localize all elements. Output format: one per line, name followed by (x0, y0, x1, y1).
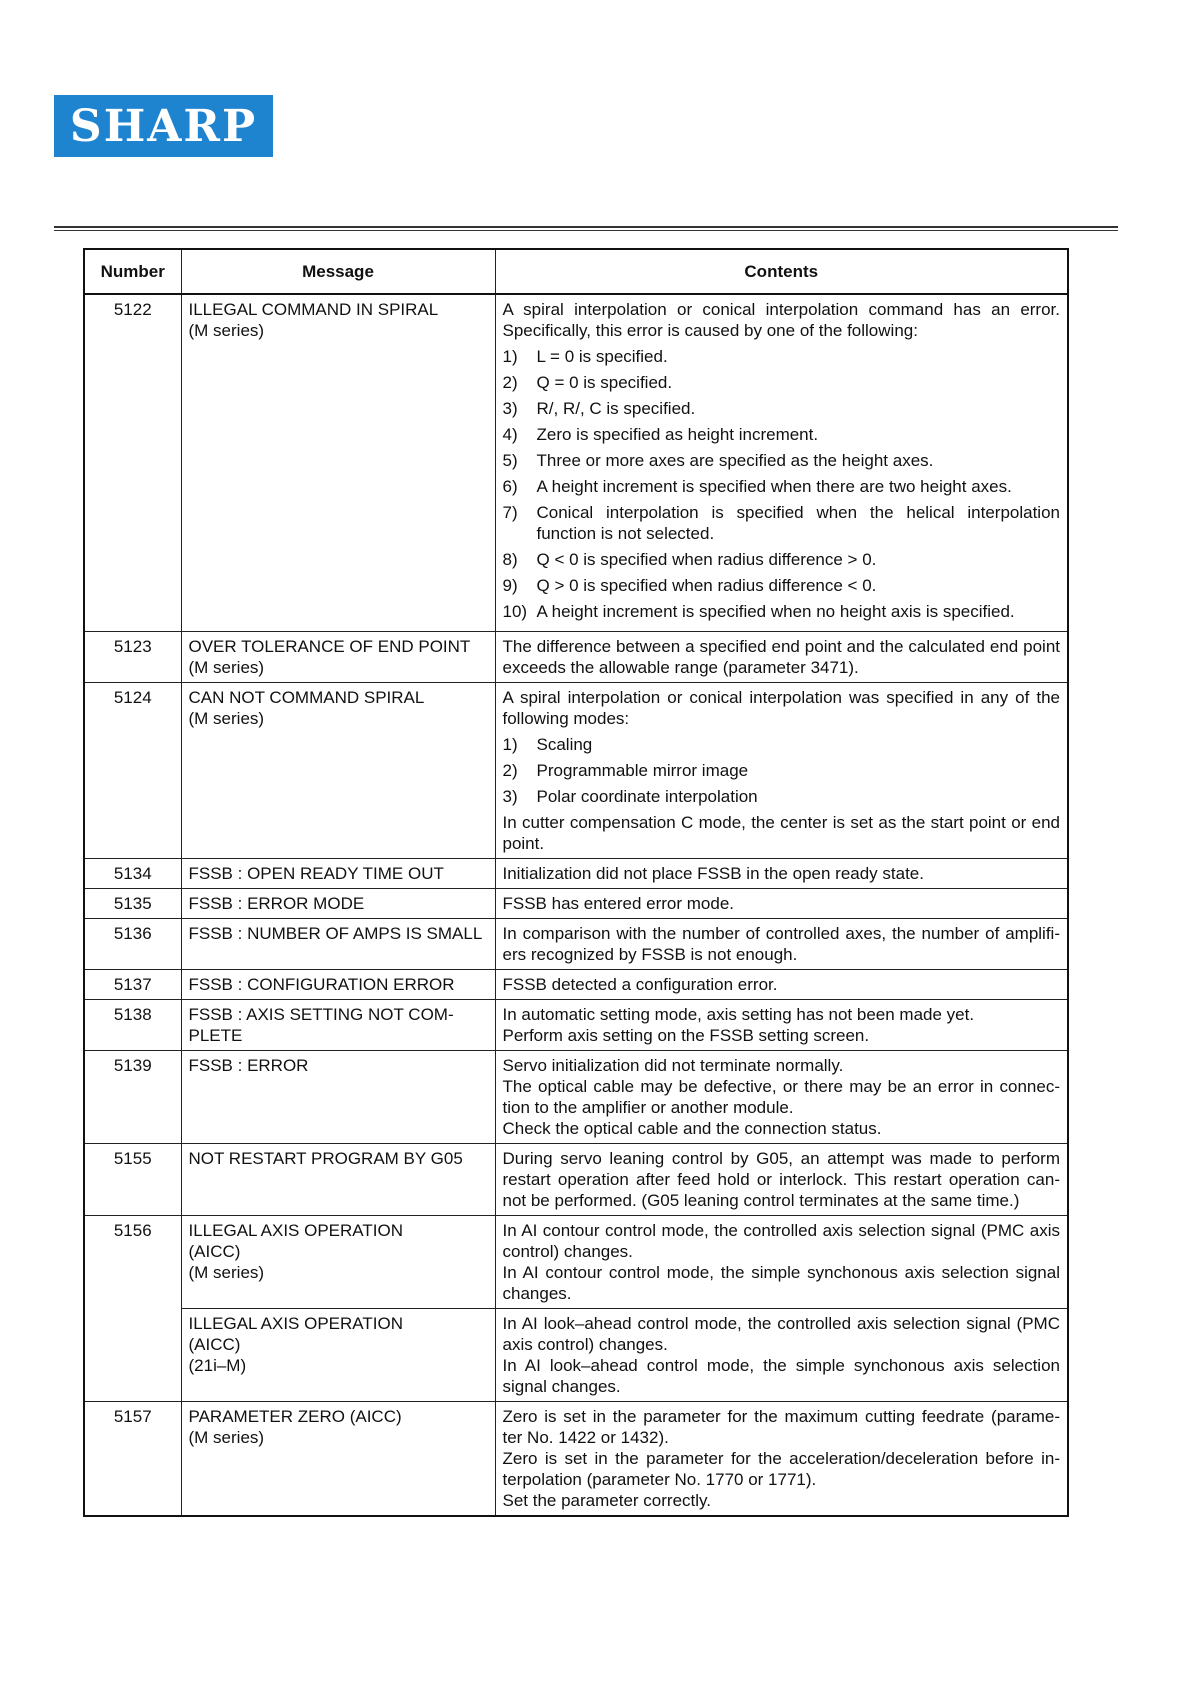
alarm-contents (495, 1402, 1068, 1517)
list-item-text: Three or more axes are specified as the height axes. (536, 451, 934, 470)
alarm-number: 5124 (84, 683, 181, 859)
alarm-message (181, 1402, 495, 1517)
alarm-message (181, 1216, 495, 1309)
table-row (84, 859, 1068, 889)
alarm-number: 5122 (84, 294, 181, 632)
list-item-number: 4) (502, 425, 518, 444)
alarm-number: 5135 (84, 889, 181, 919)
list-item-text: Q = 0 is specified. (536, 373, 673, 392)
list-item (503, 760, 1061, 781)
list-item (503, 786, 1061, 807)
alarm-contents (495, 1309, 1068, 1402)
message-line: (AICC) (188, 1335, 241, 1354)
message-line: (21i–M) (188, 1356, 247, 1375)
list-item-number: 3) (502, 787, 518, 806)
contents-paragraph: Initialization did not place FSSB in the open ready state. (502, 864, 924, 883)
table-row (84, 1144, 1068, 1216)
contents-paragraph: The optical cable may be defective, or there may be an error in connec- tion to the amplifier or another module. (502, 1077, 1060, 1117)
header-number: Number (84, 249, 181, 294)
alarm-message (181, 294, 495, 632)
message-line: NOT RESTART PROGRAM BY G05 (188, 1149, 463, 1168)
message-line: (M series) (188, 321, 265, 340)
list-item-number: 1) (502, 347, 518, 366)
list-item (503, 424, 1061, 445)
contents-paragraph: FSSB detected a configuration error. (502, 975, 778, 994)
header-rule-thin (54, 230, 1118, 231)
message-line: FSSB : NUMBER OF AMPS IS SMALL (188, 924, 483, 943)
list-item-text: R/, R/, C is specified. (536, 399, 696, 418)
contents-paragraph: Set the parameter correctly. (502, 1491, 711, 1510)
message-line: PLETE (188, 1026, 243, 1045)
list-item (503, 450, 1061, 471)
table-row (84, 1402, 1068, 1517)
alarm-number: 5157 (84, 1402, 181, 1517)
alarm-message (181, 970, 495, 1000)
list-item-text: Q < 0 is specified when radius difference > 0. (536, 550, 877, 569)
contents-paragraph: Check the optical cable and the connection status. (502, 1119, 882, 1138)
table-row (84, 970, 1068, 1000)
alarm-message (181, 683, 495, 859)
cause-list (503, 346, 1061, 622)
list-item-text: Conical interpolation is specified when the helical interpolation function is not selected. (536, 503, 1060, 543)
contents-paragraph: In AI contour control mode, the controlled axis selection signal (PMC axis control) changes. (502, 1221, 1060, 1261)
contents-note: In cutter compensation C mode, the center is set as the start point or end point. (502, 813, 1060, 853)
contents-paragraph: In AI look–ahead control mode, the simple synchonous axis selection signal changes. (502, 1356, 1060, 1396)
contents-paragraph: In AI look–ahead control mode, the controlled axis selection signal (PMC axis control) changes. (502, 1314, 1060, 1354)
header-rule (54, 226, 1118, 228)
alarm-number: 5139 (84, 1051, 181, 1144)
contents-paragraph: In comparison with the number of controlled axes, the number of amplifi- ers recognized by FSSB is not enough. (502, 924, 1060, 964)
table-header-row (84, 249, 1068, 294)
contents-paragraph: Zero is set in the parameter for the maximum cutting feedrate (parame- ter No. 1422 or 1432). (502, 1407, 1060, 1447)
contents-intro: A spiral interpolation or conical interpolation command has an error. Specifically, this error is caused by one of the following: (502, 300, 1060, 340)
header-contents: Contents (495, 249, 1068, 294)
message-line: FSSB : ERROR MODE (188, 894, 365, 913)
list-item-number: 3) (502, 399, 518, 418)
message-line: PARAMETER ZERO (AICC) (188, 1407, 402, 1426)
table-row (84, 1309, 1068, 1402)
alarm-message (181, 919, 495, 970)
message-line: (AICC) (188, 1242, 241, 1261)
list-item-text: Scaling (536, 735, 593, 754)
alarm-number: 5156 (84, 1216, 181, 1402)
list-item-number: 2) (502, 373, 518, 392)
list-item-number: 10) (502, 602, 528, 621)
alarm-contents (495, 1216, 1068, 1309)
alarm-contents (495, 683, 1068, 859)
alarm-message (181, 1051, 495, 1144)
alarm-message (181, 632, 495, 683)
alarm-table (83, 248, 1069, 1517)
alarm-message (181, 1144, 495, 1216)
contents-paragraph: Zero is set in the parameter for the acceleration/deceleration before in- terpolation (parameter No. 1770 or 1771). (502, 1449, 1060, 1489)
list-item (503, 346, 1061, 367)
contents-paragraph: In automatic setting mode, axis setting has not been made yet. (502, 1005, 975, 1024)
list-item (503, 734, 1061, 755)
message-line: CAN NOT COMMAND SPIRAL (188, 688, 425, 707)
list-item-text: Polar coordinate interpolation (536, 787, 758, 806)
table-row (84, 294, 1068, 632)
list-item-text: Programmable mirror image (536, 761, 749, 780)
message-line: ILLEGAL AXIS OPERATION (188, 1221, 403, 1240)
contents-paragraph: In AI contour control mode, the simple synchonous axis selection signal changes. (502, 1263, 1060, 1303)
message-line: (M series) (188, 1263, 265, 1282)
contents-paragraph: FSSB has entered error mode. (502, 894, 735, 913)
table-row (84, 1051, 1068, 1144)
contents-paragraph: During servo leaning control by G05, an attempt was made to perform restart operation after feed hold or interlock. This restart operation can- not be performed. (G05 leaning control terminates at the same time.) (502, 1149, 1060, 1210)
alarm-message (181, 1309, 495, 1402)
list-item-text: L = 0 is specified. (536, 347, 668, 366)
list-item-number: 9) (502, 576, 518, 595)
table-row (84, 632, 1068, 683)
list-item (503, 549, 1061, 570)
list-item (503, 372, 1061, 393)
alarm-contents (495, 970, 1068, 1000)
message-line: ILLEGAL COMMAND IN SPIRAL (188, 300, 439, 319)
alarm-contents (495, 1051, 1068, 1144)
alarm-contents (495, 889, 1068, 919)
alarm-contents (495, 632, 1068, 683)
alarm-message (181, 889, 495, 919)
list-item-number: 7) (502, 503, 518, 522)
contents-paragraph: Servo initialization did not terminate normally. (502, 1056, 844, 1075)
message-line: ILLEGAL AXIS OPERATION (188, 1314, 403, 1333)
alarm-contents (495, 859, 1068, 889)
list-item-number: 8) (502, 550, 518, 569)
list-item-text: Q > 0 is specified when radius difference < 0. (536, 576, 877, 595)
message-line: (M series) (188, 709, 265, 728)
table-row (84, 889, 1068, 919)
contents-paragraph: Perform axis setting on the FSSB setting screen. (502, 1026, 870, 1045)
alarm-number: 5123 (84, 632, 181, 683)
list-item-text: Zero is specified as height increment. (536, 425, 819, 444)
message-line: FSSB : AXIS SETTING NOT COM- (188, 1005, 454, 1024)
message-line: OVER TOLERANCE OF END POINT (188, 637, 471, 656)
header-message: Message (181, 249, 495, 294)
table-row (84, 1216, 1068, 1309)
message-line: FSSB : OPEN READY TIME OUT (188, 864, 444, 883)
list-item-number: 1) (502, 735, 518, 754)
table-row (84, 1000, 1068, 1051)
cause-list (503, 734, 1061, 807)
list-item-number: 2) (502, 761, 518, 780)
list-item-text: A height increment is specified when there are two height axes. (536, 477, 1012, 496)
alarm-number: 5155 (84, 1144, 181, 1216)
message-line: FSSB : ERROR (188, 1056, 309, 1075)
table-row (84, 919, 1068, 970)
contents-intro: A spiral interpolation or conical interpolation was specified in any of the following modes: (502, 688, 1060, 728)
table-row (84, 683, 1068, 859)
list-item (503, 601, 1061, 622)
alarm-contents (495, 919, 1068, 970)
list-item-number: 6) (502, 477, 518, 496)
alarm-number: 5137 (84, 970, 181, 1000)
list-item (503, 476, 1061, 497)
sharp-logo: SHARP (54, 95, 273, 157)
alarm-table-body (84, 294, 1068, 1516)
message-line: (M series) (188, 1428, 265, 1447)
alarm-number: 5134 (84, 859, 181, 889)
list-item-number: 5) (502, 451, 518, 470)
list-item (503, 502, 1061, 544)
list-item-text: A height increment is specified when no height axis is specified. (536, 602, 1015, 621)
message-line: FSSB : CONFIGURATION ERROR (188, 975, 455, 994)
alarm-contents (495, 1000, 1068, 1051)
alarm-number: 5138 (84, 1000, 181, 1051)
alarm-contents (495, 294, 1068, 632)
alarm-message (181, 859, 495, 889)
alarm-number: 5136 (84, 919, 181, 970)
contents-paragraph: The difference between a specified end point and the calculated end point exceeds the allowable range (parameter 3471). (502, 637, 1060, 677)
alarm-message (181, 1000, 495, 1051)
list-item (503, 575, 1061, 596)
list-item (503, 398, 1061, 419)
alarm-contents (495, 1144, 1068, 1216)
message-line: (M series) (188, 658, 265, 677)
